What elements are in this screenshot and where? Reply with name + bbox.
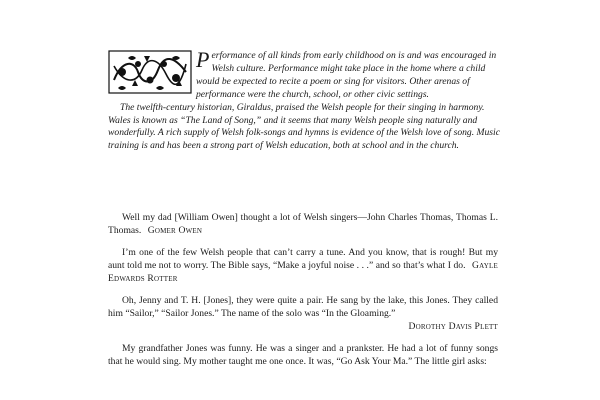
- quote-paragraph: [108, 294, 498, 333]
- quote-text: Well my dad [William Owen] thought a lot of Welsh singers—John Charles Thomas, Thomas L. Thomas.: [108, 212, 498, 236]
- quote-attribution: Gomer Owen: [147, 225, 203, 236]
- quote-paragraph: [108, 342, 498, 368]
- quotes-section: [108, 211, 498, 377]
- intro-section: [108, 47, 500, 153]
- quote-attribution: Gayle Edwards Rotter: [108, 260, 498, 284]
- drop-cap: P: [196, 47, 210, 72]
- quote-paragraph: [108, 211, 498, 237]
- intro-paragraph-1-text: erformance of all kinds from early childhood on is and was encouraged in Welsh culture. Performance might take place in the home where a child would be expected to recite a poem or sing for visitors. Other arenas of performance were the church, school, or other civic settings.: [196, 50, 497, 100]
- vine-ornament-icon: [108, 50, 192, 94]
- quote-attribution: Dorothy Davis Plett: [408, 321, 498, 332]
- quote-text: Oh, Jenny and T. H. [Jones], they were quite a pair. He sang by the lake, this Jones. They called him “Sailor,” “Sailor Jones.” The name of the solo was “In the Gloaming.”: [108, 295, 498, 319]
- quote-text: I’m one of the few Welsh people that can’t carry a tune. And you know, that is rough! But my aunt told me not to worry. The Bible says, “Make a joyful noise . . .” and so that’s what I do.: [108, 247, 498, 271]
- intro-paragraph-2: The twelfth-century historian, Giraldus, praised the Welsh people for their singing in harmony. Wales is known as “The Land of Song,” and it seems that many Welsh people sing naturally and wonderfully. A rich supply of Welsh folk-songs and hymns is evidence of the Welsh love of song. Music training is and has been a strong part of Welsh education, both at school and in the church.: [108, 101, 500, 152]
- quote-paragraph: [108, 246, 498, 285]
- quote-text: My grandfather Jones was funny. He was a singer and a prankster. He had a lot of funny songs that he would sing. My mother taught me one once. It was, “Go Ask Your Ma.” The little girl asks:: [108, 343, 498, 367]
